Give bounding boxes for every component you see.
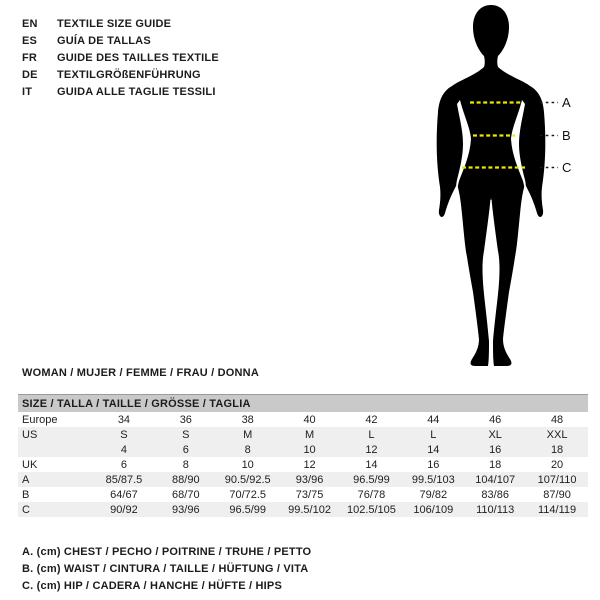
language-title-list [22, 16, 219, 101]
table-cell: 8 [217, 442, 279, 457]
table-cell: 16 [464, 442, 526, 457]
table-cell: 20 [550, 458, 564, 471]
language-code: DE [22, 69, 38, 81]
marker-label-b: B [562, 128, 571, 143]
row-label: B [22, 488, 30, 501]
table-cell: XXL [526, 427, 588, 442]
table-cell: 99.5/102 [279, 502, 341, 517]
measurement-legend [22, 544, 311, 595]
table-cell: 85/87.5 [93, 472, 155, 487]
legend-line-waist: B. (cm) WAIST / CINTURA / TAILLE / HÜFTUNG / VITA [22, 563, 309, 575]
language-title: TEXTILGRÖßENFÜHRUNG [57, 69, 201, 81]
table-cell: 8 [182, 458, 189, 471]
marker-label-a: A [562, 95, 571, 110]
table-cell: 10 [241, 458, 254, 471]
language-code: FR [22, 52, 38, 64]
row-label [18, 442, 93, 457]
table-cell: 110/113 [464, 502, 526, 517]
measurement-figure [410, 0, 590, 380]
language-title: GUIDE DES TAILLES TEXTILE [57, 52, 219, 64]
table-cell: 83/86 [481, 488, 509, 501]
table-row-us-letter [18, 427, 588, 442]
woman-silhouette [410, 0, 590, 380]
table-cell: S [155, 427, 217, 442]
language-title: TEXTILE SIZE GUIDE [57, 18, 172, 30]
row-label: C [18, 502, 93, 517]
language-title: GUIDA ALLE TAGLIE TESSILI [57, 86, 216, 98]
section-title-woman: WOMAN / MUJER / FEMME / FRAU / DONNA [22, 367, 259, 379]
table-cell: 76/78 [357, 488, 386, 501]
table-cell: 96.5/99 [217, 502, 279, 517]
language-title: GUÍA DE TALLAS [57, 35, 151, 47]
row-label: UK [22, 458, 38, 471]
table-cell: 104/107 [464, 472, 526, 487]
marker-label-c: C [562, 160, 572, 175]
table-cell: 107/110 [526, 472, 588, 487]
table-cell: 44 [427, 413, 440, 426]
table-row-chest-a [18, 472, 588, 487]
legend-line-chest: A. (cm) CHEST / PECHO / POITRINE / TRUHE / PETTO [22, 546, 312, 558]
table-row-waist-b [18, 487, 588, 502]
table-cell: 6 [120, 458, 127, 471]
table-cell: 90/92 [93, 502, 155, 517]
table-cell: 16 [427, 458, 440, 471]
table-cell: 64/67 [110, 488, 138, 501]
table-cell: M [279, 427, 341, 442]
table-cell: 93/96 [279, 472, 341, 487]
table-cell: 48 [550, 413, 564, 426]
language-row-fr [22, 50, 219, 67]
table-cell: M [217, 427, 279, 442]
language-row-en [22, 16, 219, 33]
language-code: EN [22, 18, 38, 30]
table-cell: 102.5/105 [341, 502, 403, 517]
table-cell: 87/90 [543, 488, 571, 501]
table-header-row [18, 395, 588, 413]
table-cell: 68/70 [172, 488, 200, 501]
table-cell: 4 [93, 442, 155, 457]
language-row-it [22, 84, 219, 101]
table-cell: 79/82 [419, 488, 448, 501]
table-cell: S [93, 427, 155, 442]
table-cell: 114/119 [526, 502, 588, 517]
table-cell: 70/72.5 [229, 488, 267, 501]
legend-line-hip: C. (cm) HIP / CADERA / HANCHE / HÜFTE / HIPS [22, 580, 282, 592]
table-row-uk [18, 457, 588, 472]
table-row-europe [18, 412, 588, 427]
table-cell: 93/96 [155, 502, 217, 517]
table-cell: 10 [279, 442, 341, 457]
table-cell: L [341, 427, 403, 442]
table-cell: 73/75 [295, 488, 324, 501]
size-table [18, 394, 588, 517]
row-label: Europe [22, 413, 58, 426]
table-row-hip-c [18, 502, 588, 517]
table-cell: 38 [241, 413, 254, 426]
table-cell: 12 [341, 442, 403, 457]
table-cell: 18 [489, 458, 502, 471]
language-code: ES [22, 35, 38, 47]
table-cell: 34 [117, 413, 131, 426]
language-code: IT [22, 86, 33, 98]
table-cell: 36 [179, 413, 192, 426]
table-cell: 88/90 [155, 472, 217, 487]
table-cell: 14 [365, 458, 378, 471]
table-cell: 42 [365, 413, 378, 426]
row-label: A [18, 472, 93, 487]
table-cell: 12 [303, 458, 316, 471]
table-cell: 90.5/92.5 [217, 472, 279, 487]
table-cell: 40 [303, 413, 316, 426]
table-cell: 106/109 [402, 502, 464, 517]
table-cell: 18 [526, 442, 588, 457]
language-row-de [22, 67, 219, 84]
row-label: US [18, 427, 93, 442]
table-cell: 46 [489, 413, 502, 426]
table-cell: 96.5/99 [341, 472, 403, 487]
language-row-es [22, 33, 219, 50]
table-row-us-numeric [18, 442, 588, 457]
table-cell: XL [464, 427, 526, 442]
table-cell: 14 [402, 442, 464, 457]
table-cell: L [402, 427, 464, 442]
table-cell: 99.5/103 [402, 472, 464, 487]
table-cell: 6 [155, 442, 217, 457]
table-header-cell: SIZE / TALLA / TAILLE / GRÖSSE / TAGLIA [18, 395, 588, 413]
